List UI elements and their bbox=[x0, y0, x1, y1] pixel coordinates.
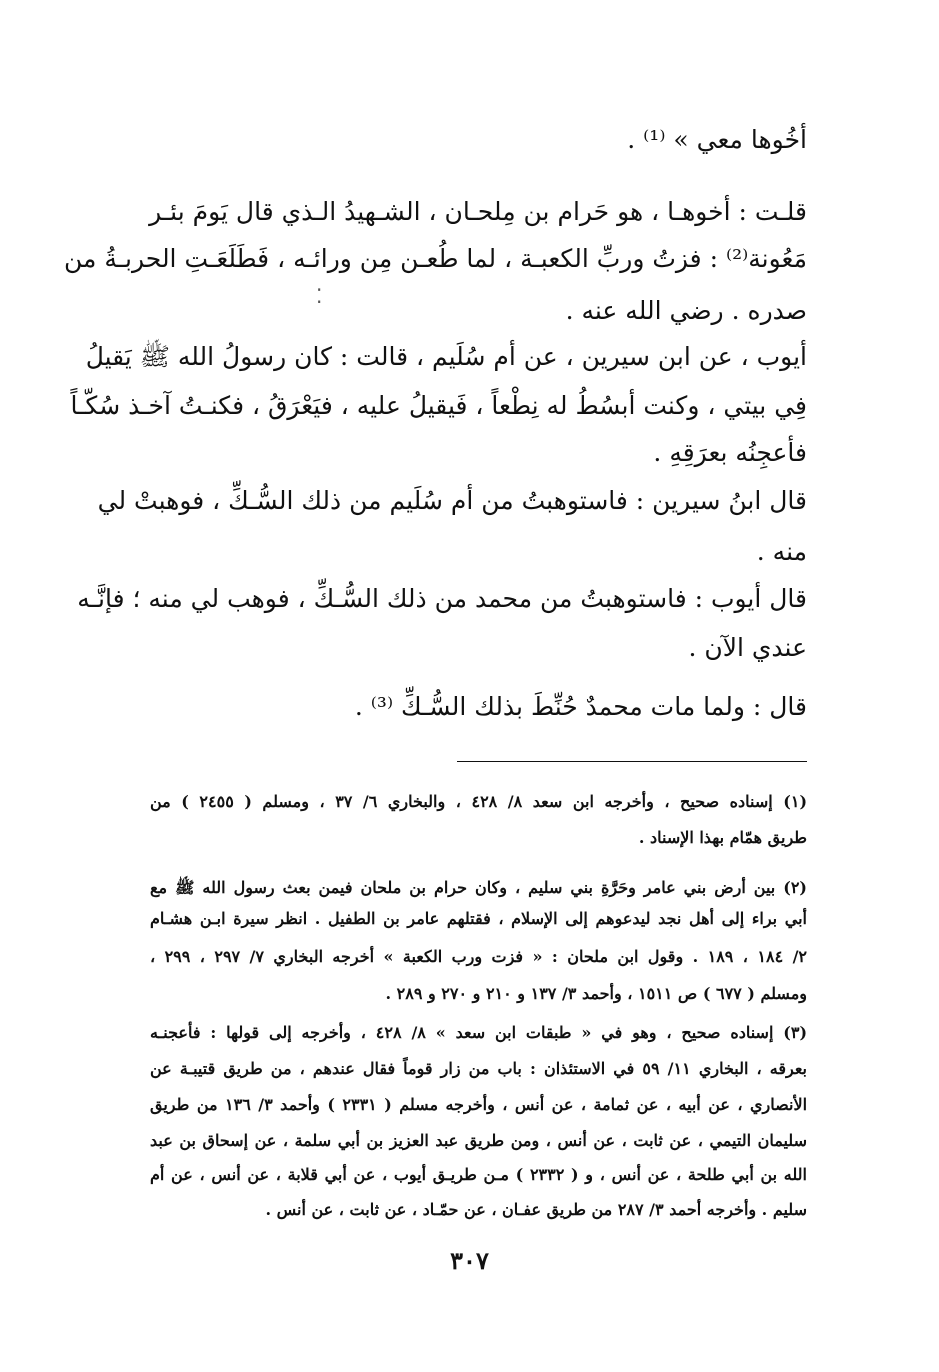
footnote-line: أبي براء إلى أهل نجد ليدعوهم إلى الإسلام ، فقتلهم عامر بن الطفيل . انظر سيرة ابـن هشـام bbox=[150, 909, 807, 928]
body-line: فِي بيتي ، وكنت أبسُطُ له نِطْعاً ، فَيقيلُ عليه ، فيَعْرَقُ ، فكنـتُ آخـذ سُكّـاً bbox=[70, 391, 807, 420]
body-line: أخُوها معي » ⁽¹⁾ . bbox=[627, 125, 807, 154]
footnote-line: الله بن أبي طلحة ، عن أنس ، و ( ٢٣٣٢ ) مـن طريـق أيوب ، عن أبي قلابة ، عن أنس ، عن أم bbox=[150, 1165, 808, 1184]
page-number: ٣٠٧ bbox=[450, 1246, 489, 1275]
footnote-line: سليمان التيمي ، عن ثابت ، عن أنس ، ومن طريق عبد العزيز بن أبي سلمة ، عن إسحاق بن عبد bbox=[150, 1131, 807, 1150]
footnote-line: طريق همّام بهذا الإسناد . bbox=[638, 828, 807, 847]
footnote-separator bbox=[457, 761, 807, 762]
footnote-line: بعرقه ، البخاري ١١/ ٥٩ في الاستئذان : باب من زار قوماً فقال عندهم ، من طريق قتيبـة عن bbox=[150, 1059, 808, 1078]
body-line: مَعُونة⁽²⁾ : فزتُ وربِّ الكعبـة ، لما طُعـن مِن ورائـه ، فَطَلَعَـتِ الحربـةُ من bbox=[63, 244, 807, 273]
body-line: صدره . رضي الله عنه . bbox=[565, 296, 807, 325]
body-line: عندي الآن . bbox=[688, 633, 807, 662]
stray-mark: ⁚ bbox=[316, 284, 323, 308]
body-line: فأعجِنُه بعرَقِهِ . bbox=[653, 438, 807, 467]
footnote-line: الأنصاري ، عن أبيه ، عن ثمامة ، عن أنس ، وأخرجه مسلم ( ٢٣٣١ ) وأحمد ٣/ ١٣٦ من طريق bbox=[150, 1095, 808, 1114]
footnote-line: (٢) بين أرض بني عامر وحَرَّةِ بني سليم ، وكان حرام بن ملحان فيمن بعث رسول الله ﷺ مع bbox=[150, 878, 807, 897]
body-line: قال أيوب : فاستوهبتُ من محمد من ذلك السُّـكِّ ، فوهب لي منه ؛ فإنَّـه bbox=[77, 584, 807, 613]
body-line: قال : ولما مات محمدٌ حُنِّطَ بذلك السُّـكِّ ⁽³⁾ . bbox=[354, 692, 807, 721]
footnote-line: (٣) إسناده صحيح ، وهو في « طبقات ابن سعد » ٨/ ٤٢٨ ، وأخرجه إلى قولها : فأعجنـه bbox=[150, 1023, 808, 1042]
footnote-line: ومسلم ( ٦٧٧ ) ص ١٥١١ ، وأحمد ٣/ ١٣٧ و ٢١٠ و ٢٧٠ و ٢٨٩ . bbox=[385, 984, 807, 1003]
body-line: منه . bbox=[756, 537, 807, 566]
body-line: قلـت : أخوهـا ، هو حَرام بن مِلحـان ، الشـهيدُ الـذي قال يَومَ بئـر bbox=[149, 197, 807, 226]
body-line: أيوب ، عن ابن سيرين ، عن أم سُلَيم ، قالت : كان رسولُ الله ﷺ يَقيلُ bbox=[85, 342, 807, 371]
footnote-line: (١) إسناده صحيح ، وأخرجه ابن سعد ٨/ ٤٢٨ ، والبخاري ٦/ ٣٧ ، ومسلم ( ٢٤٥٥ ) من bbox=[150, 792, 808, 811]
footnote-line: ٢/ ١٨٤ ، ١٨٩ . وقول ابن ملحان : « فزت ورب الكعبة » أخرجه البخاري ٧/ ٢٩٧ ، ٢٩٩ ، bbox=[150, 947, 808, 966]
footnote-line: سليم . وأخرجه أحمد ٣/ ٢٨٧ من طريق عفـان ، عن حمّـاد ، عن ثابت ، عن أنس . bbox=[265, 1200, 807, 1219]
body-line: قال ابنُ سيرين : فاستوهبتُ من أم سُلَيم من ذلك السُّـكِّ ، فوهبتْ لي bbox=[97, 486, 807, 515]
